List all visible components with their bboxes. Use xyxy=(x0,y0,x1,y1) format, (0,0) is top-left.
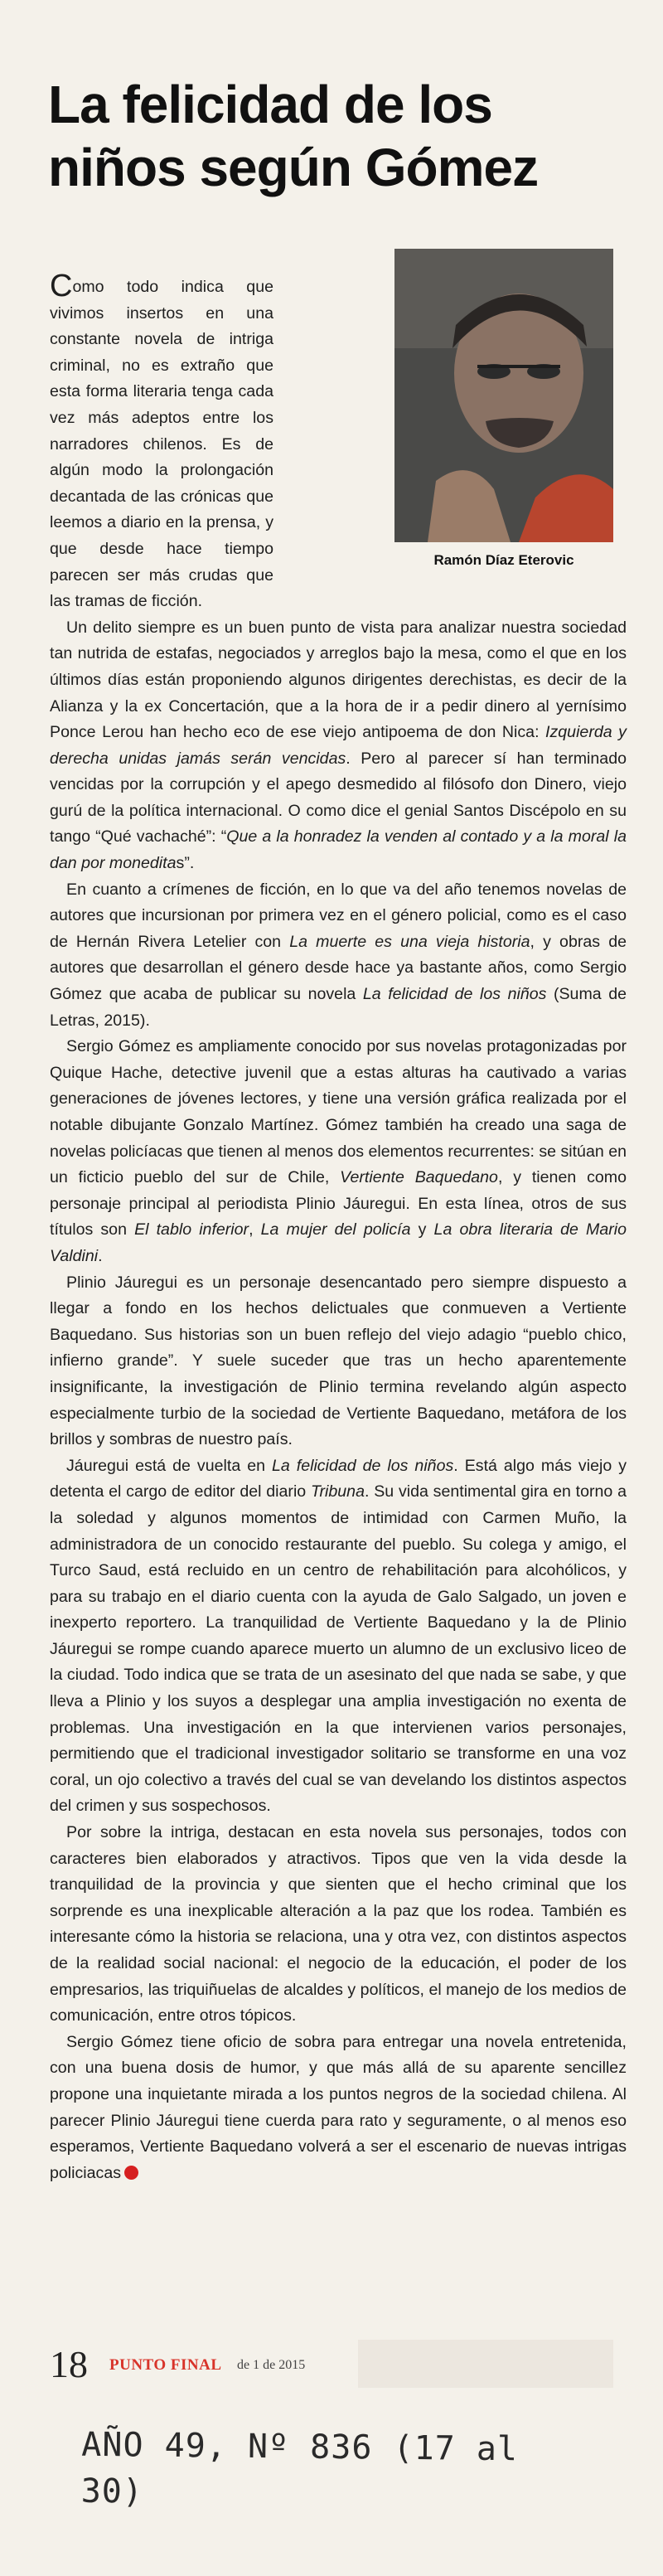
paragraph-6-text-c: . Su vida sentimental gira en torno a la soledad y algunos momentos de intimidad con Carmen Muño, la administradora de un conocido restaurante del pueblo. Su colega y amigo, el Turco Saud, está recluido en un centro de rehabilitación para alcohólicos, y para su trabajo en el diario cuenta con la ayuda de Galo Salgado, un joven e inexperto reportero. La tranquilidad de Vertiente Baquedano y la de Plinio Jáuregui se rompe cuando aparece muerto un alumno de un exclusivo liceo de la ciudad. Todo indica que se trata de un asesinato del que nada se sabe, y que lleva a Plinio y los suyos a desplegar una amplia investigación no exenta de problemas. Una investigación en la que intervienen varios personajes, permitiendo que el tradicional investigador solitario se transforme en una voz coral, un ojo colectivo a través del cual se van develando los distintos aspectos del crimen y sus sospechosos. xyxy=(50,1482,627,1816)
paragraph-3-text: En cuanto a crímenes de ficción, en lo que va del año tenemos novelas de autores que incursionan por primera vez en el género policial, como es el caso de Hernán Rivera Letelier con xyxy=(50,880,627,951)
title-line-1: La felicidad de los xyxy=(48,75,492,134)
paragraph-5: Plinio Jáuregui es un personaje desencantado pero siempre dispuesto a llegar a fondo en los hechos delictuales que conmueven a Vertiente Baquedano. Sus historias son un buen reflejo del viejo adagio “pueblo chico, infierno grande”. Y suele suceder que tras un hecho aparentemente insignificante, la investigación de Plinio termina revelando algún aspecto especialmente turbio de la sociedad de Vertiente Baquedano, metáfora de los brillos y sombras de nuestro país. xyxy=(50,1273,627,1449)
paragraph-4-text-b: , y tienen como personaje principal al periodista Plinio Jáuregui. En esta línea, otros de sus títulos son xyxy=(50,1168,627,1239)
paragraph-3-italic: La muerte es una vieja historia xyxy=(289,932,530,951)
paragraph-8-text: Sergio Gómez tiene oficio de sobra para entregar una novela entretenida, con una buena dosis de humor, y que más allá de su aparente sencillez propone una inquietante mirada a los puntos negros de la sociedad chilena. Al parecer Plinio Jáuregui tiene cuerda para rato y seguramente, o al menos eso esperamos, Vertiente Baquedano volverá a ser el escenario de nuevas intrigas policiacas xyxy=(50,2032,627,2182)
paragraph-4-title-2: La mujer del policía xyxy=(260,1220,411,1239)
paragraph-2-italic: Izquierda y derecha unidas jamás serán vencidas xyxy=(50,723,627,768)
paragraph-4-title-1: El tablo inferior xyxy=(134,1220,249,1239)
paragraph-4-italic-town: Vertiente Baquedano xyxy=(340,1168,498,1187)
photo-caption: Ramón Díaz Eterovic xyxy=(433,552,574,568)
paragraph-2-text-c: s”. xyxy=(176,854,195,873)
paragraph-4-text: Sergio Gómez es ampliamente conocido por sus novelas protagonizadas por Quique Hache, detective juvenil que a estas alturas ha cautivado a varias generaciones de jóvenes lectores, y tiene una versión gráfica realizada por el notable dibujante Gonzalo Martínez. Gómez también ha creado una saga de novelas policíacas que tienen al menos dos elementos recurrentes: se sitúan en un ficticio pueblo del sur de Chile, xyxy=(50,1037,627,1187)
publication-date: de 1 de 2015 xyxy=(237,2358,306,2372)
paragraph-6-newspaper: Tribuna xyxy=(310,1482,365,1501)
paragraph-1-text: omo todo indica que vivimos insertos en una constante novela de intriga criminal, no es extraño que esta forma literaria tenga cada vez más adeptos entre los narradores chilenos. Es de algún modo la prolongación decantada de las crónicas que leemos a diario en la prensa, y que desde hace tiempo parecen ser más crudas que las tramas de ficción. xyxy=(50,278,273,611)
article-title xyxy=(48,73,628,199)
paragraph-4-title-3: La obra literaria de Mario Valdini xyxy=(50,1220,627,1265)
paragraph-2 xyxy=(50,615,627,877)
page-number: 18 xyxy=(50,2343,88,2385)
paragraph-6-text: Jáuregui está de vuelta en xyxy=(66,1456,272,1475)
paragraph-3-text-c: (Suma de Letras, 2015). xyxy=(50,985,627,1030)
end-mark-icon xyxy=(124,2166,138,2180)
footer-blank-box xyxy=(358,2340,613,2388)
paragraph-3 xyxy=(50,877,627,1035)
page-footer xyxy=(50,2343,613,2386)
article-body xyxy=(50,269,627,2186)
paragraph-6-text-b: . Está algo más viejo y detenta el cargo de editor del diario xyxy=(50,1456,627,1501)
paragraph-4-sep: , xyxy=(249,1220,261,1239)
paragraph-4-end: . xyxy=(98,1246,103,1265)
paragraph-2-quote: Que a la honradez la venden al contado y a la moral la dan por monedita xyxy=(50,827,627,873)
title-line-2: niños según Gómez xyxy=(48,138,539,197)
paragraph-2-text-b: . Pero al parecer sí han terminado vencidas por la corrupción y el apego desmedido al filósofo don Dinero, viejo gurú de la política internacional. O como dice el genial Santos Discépolo en su tango “Qué vachaché”: “ xyxy=(50,749,627,847)
photo-wrap-spacer xyxy=(285,274,627,579)
publication-name: PUNTO FINAL xyxy=(109,2356,222,2374)
paragraph-4-and: y xyxy=(410,1220,434,1239)
paragraph-3-text-b: , y obras de autores que desarrollan el género desde hace ya bastante años, como Sergio Gómez que acaba de publicar su novela xyxy=(50,932,627,1004)
paragraph-4 xyxy=(50,1034,627,1269)
handwritten-note: AÑO 49, Nº 836 (17 al 30) xyxy=(80,2425,519,2511)
paragraph-8 xyxy=(50,2030,627,2187)
paragraph-3-book-title: La felicidad de los niños xyxy=(362,985,547,1004)
paragraph-2-text: Un delito siempre es un buen punto de vista para analizar nuestra sociedad tan nutrida de estafas, negociados y arreglos bajo la mesa, como el que en los últimos días están proponiendo algunos dirigentes derechistas, es decir de la Alianza y la ex Concertación, que a la hora de ir a pedir dinero al yernísimo Ponce Lerou han hecho eco de ese viejo antipoema de don Nica: xyxy=(50,618,627,742)
paragraph-6 xyxy=(50,1453,627,1820)
drop-cap: C xyxy=(50,269,73,303)
paragraph-7: Por sobre la intriga, destacan en esta novela sus personajes, todos con caracteres bien elaborados y atractivos. Tipos que ven la vida desde la tranquilidad de la provincia y que sienten que el hecho criminal que los sorprende es una inexplicable alteración a la paz que los rodea. También es interesante cómo la historia se relaciona, una y otra vez, con distintos aspectos de la realidad social nacional: el negocio de la educación, el poder de los empresarios, las triquiñuelas de alcaldes y políticos, el manejo de los medios de comunicación, entre otros tópicos. xyxy=(50,1823,627,2025)
paragraph-6-book-title: La felicidad de los niños xyxy=(271,1456,454,1475)
